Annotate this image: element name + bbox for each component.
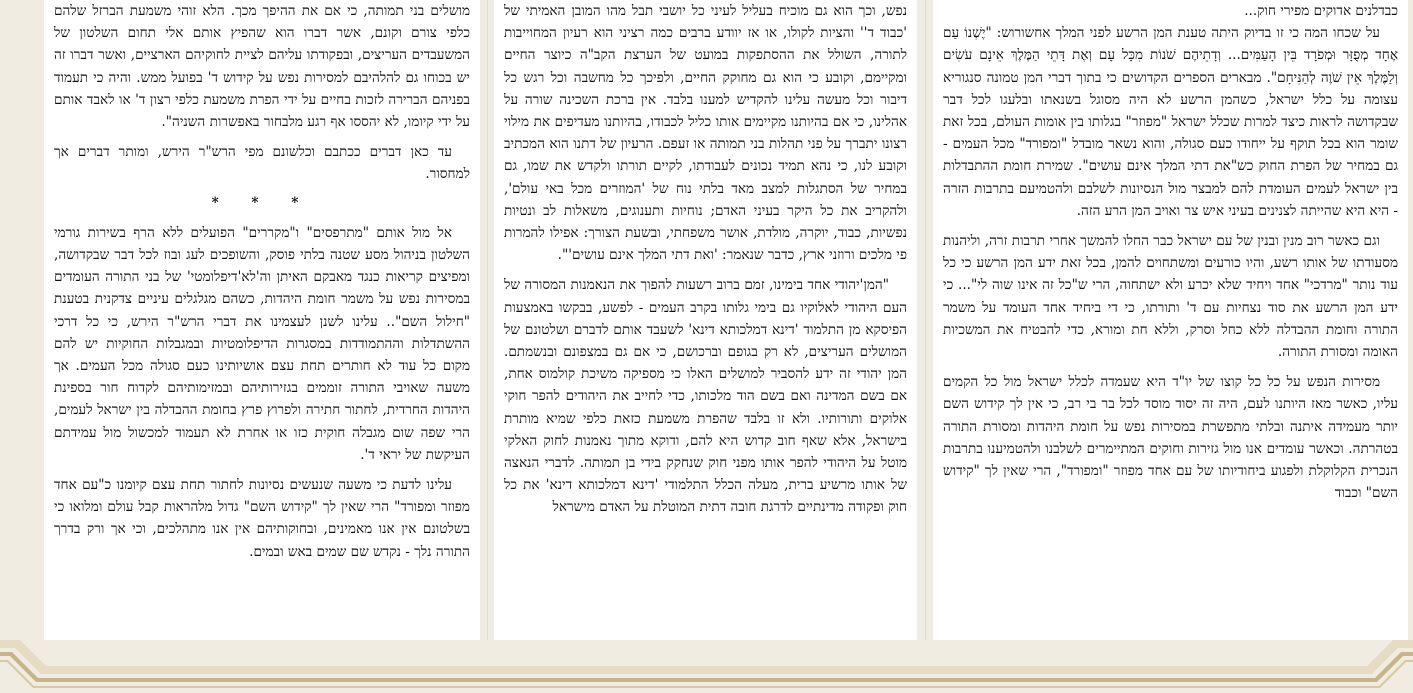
paragraph: "המן'יהודי אחד בימינו, זמם ברוב רשעות להפוך את הנאמנות המסורה של העם היהודי לאלוקיו גם בימי גלותו בקרב העמים - לפשע, בבקשו באמצעות הפיסקא מן התלמוד 'דינא דמלכותא דינא' לשעבד אותם לדברם ושלטונם של המושלים העריצים, לא רק בגופם וברכושם, כי אם גם במצפונם ובנשמתם. המן יהודי זה ידע להסביר למושלים האלו כי מספיקה משיכת קולמוס אחת, אם בשם המדינה ואם בשם הוד מלכותו, כדי לחייב את היהודים להפר חוקי אלוקים ותורותיו. ולא זו בלבד שהפרת משמעת כזאת כלפי שמיא מותרת בישראל, אלא שאף חוב קדוש היא להם, ודוקא מתוך נאמנות לחוק האלקי מוטל על היהודי להפר אותו מפני חוק שנחקק בידי בן תמותה. לדברי הנאצה של אותו מרשיע ברית, מעלה הכלל התלמודי 'דינא דמלכותא דינא' את כל חוק ופקודה מדינתיים לדרגת חובה דתית המוטלת על האדם מישראל <box>504 277 907 516</box>
paragraph: וגם כאשר רוב מנין ובנין של עם ישראל כבר החלו להמשך אחרי תרבות זרה, וליהנות מסעודתו של אותו רשע, והיו כורעים ומשתחוים להמן, בכל זאת ידע המן הרשע כי כל עוד נותר "מרדכי" אחד ויחיד שלא יכרע ולא ישתחוה, הרי ש"כל זה אינו שוה לי"... כי ידע המן הרשע את סוד נצחיות עם ד' ותורתו, כי די ביחיד אחד העומד על משמר התורה וחומת ההבדלה ללא כחל וסרק, וללא חת ומורא, כדי להבטיח את המשכיות האומה ומסורת התורה. <box>943 233 1398 361</box>
paragraph: על שכחו המה כי זו בדיוק היתה טענת המן הרשע לפני המלך אחשורוש: "יֶשְׁנוֹ עַם אֶחָד מְפֻזָּר וּמְפֹרָד בֵּין הָעַמִּים... וְדָתֵיהֶם שֹׁנוֹת מִכָּל עָם וְאֶת דָּתֵי הַמֶּלֶךְ אֵינָם עֹשִׂים וְלַמֶּלֶךְ אֵין שֹׁוֶה לְהַנִּיחָם". מבארים הספרים הקדושים כי בתוך דברי המן טמונה סנגוריא עצומה על כלל ישראל, כשהמן הרשע לא היה מסוגל בשנאתו ובלעגו לכל דבר שבקדושה לראות כיצד למרות שכלל ישראל "מפוזר" בגלותו בין אומות העולם, בכל זאת שומר הוא בכל תוקף על ייחודו כעם סגולה, והוא נשאר מובדל "ומפורד" מכל העמים - גם במחיר של הפרת החוק כש"את דתי המלך אינם עושים". שמירת חומת ההתבדלות בין ישראל לעמים העומדת להם למבצר מול הנסיונות לשלבם ולהטמיעם בתרבות הזרה - היא היא שהייתה לצנינים בעיני איש צר ואויב המן הרע הזה. <box>943 25 1398 219</box>
paragraph: עד כאן דברים ככתבם וכלשונם מפי הרש"ר הירש, ומותר דברים אך למחסור. <box>54 144 470 183</box>
section-separator: * * * <box>211 194 313 211</box>
article-column-right <box>933 0 1408 640</box>
paragraph: מושלים בני תמותה, כי אם את ההיפך מכך. הלא זוהי משמעת הברזל שלהם כלפי צורם וקונם, אשר דברו הוא שהפיץ אותם אלי תחום השלטון של המשעבדים העריצים, ובפקודתו עליהם לציית לחוקיהם הארציים, ואשר דברו זה יש בכוחו גם להלהיבם למסירות נפש על קידוש ד' בפועל ממש. והיה כי תעמוד בפניהם הברירה לזכות בחיים על ידי הפרת משמעת כלפי רצון ד' או לאבד אותם על ידי קיומו, לא יהססו אף רגע מלבחור באפשרות השניה". <box>54 3 470 131</box>
ornamental-frame <box>0 640 1413 693</box>
frame-band-outer <box>0 652 1413 682</box>
paragraph: נפש, וכך הוא גם מוכיח בעליל לעיני כל יושבי תבל מהו המובן האמיתי של 'כבוד ד'' והציות לקולו, או אז יוודע ברבים כמה רציני הוא רעיון המחוייבות לתורה, השולל את ההסתפקות במועט של הערצת הקב"ה כיוצר החיים ומקיימם, וקובע כי הוא גם מחוקק החיים, ולפיכך כל מחשבה וכל רגש כל דיבור וכל מעשה עלינו להקדיש למענו בלבד. אין ברכת השכינה שורה על אהלינו, כי אם בהיותנו מקיימים אותו כליל לכבודו, בהיותנו מעדיפים את מילוי רצונו יתברך על פני תהלות בני תמותה או זעפם. הרעיון של דתנו הוא המכתיב וקובע לנו, כי נהא תמיד נכונים לעבודתו, לקיים תורתו ולקדש את שמו, גם במחיר של הסתגלות למצב מאד בלתי נוח של 'המוזרים מכל באי עולם', ולהקריב את כל היקר בעיני האדם; נוחיות ותענוגים, משאלות לב ונטיות נפשיות, כבוד, יוקרה, מולדת, אושר משפחתי, ובשעת הצורך: אפילו להמרות פי מלכים ורוזני ארץ, כדבר שנאמר: 'ואת דתי המלך אינם עושים'". <box>504 3 907 264</box>
paragraph: מסירות הנפש על כל כל קוצו של יו"ד היא שעמדה לכלל ישראל מול כל הקמים עליו, כאשר מאז היותנו לעם, היה זה יסוד מוסד לכל בר בי רב, כי אין לך קידוש השם יותר מעמידה איתנה ובלתי מתפשרת במסירות נפש על חומת היהדות ומסורת התורה בטהרתה. וכאשר עומדים אנו מול גזירות וחוקים המתיימרים לשלבנו ולהטמיענו בתרבות הנכרית הקלוקלת ולפגוע ביחודיותו של עם אחד מפוזר "ומפורד", הרי שאין לך "קידוש השם" וכבוד <box>943 374 1398 502</box>
article-column-middle <box>494 0 917 640</box>
column-divider <box>487 0 488 640</box>
frame-band-inner <box>0 640 1413 674</box>
frame-band-thin <box>0 660 1413 688</box>
paragraph: עלינו לדעת כי משעה שנעשים נסיונות לחתור תחת עצם קיומנו כ"עם אחד מפוזר ומפורד" הרי שאין לך "קידוש השם" גדול מלהראות קבל עולם ומלואו כי בשלטונם אין אנו מאמינים, ובחוקותיהם אין אנו מתהלכים, וכי אך ורק בדרך התורה נלך - נקדש שם שמים באש ובמים. <box>54 477 470 560</box>
paragraph: כבדלנים אדוקים מפירי חוק... <box>1244 3 1398 19</box>
column-divider <box>925 0 926 640</box>
paragraph: אל מול אותם "מתרפסים" ו"מקררים" הפועלים ללא הרף בשירות גורמי השלטון בניהול מסע שטנה בלתי פוסק, והשופכים לעג ובוז לכל דבר שבקדושה, ומפיצים קריאות כנגד מאבקם האיתן וה'לא'דיפלומטי' של בני התורה העומדים במסירות נפש על משמר חומת היהדות, כשהם מגלגלים עיניים צדקנית בטענת "חילול השם".. עלינו לשנן לעצמינו את דברי הרש"ר הירש, כי כל דרכי ההשתדלות וההתמודדות במסגרות הדיפלומטיות ובמגבלות החוקיות יש להם מקום כל עוד לא חותרים תחת עצם אושיותינו כעם סגולה מכל העמים. אך משעה שאויבי התורה זוממים בגזירותיהם ובמזימותיהם לקדוח חור בספינת היהדות החרדית, לחתור חתירה ולפרוץ פרץ בחומת ההבדלה בין ישראל לעמים, הרי שפה שום מגבלה חוקית כזו או אחרת לא תעמוד למכשול מול עמידתם העיקשת של יראי ד'. <box>54 224 470 463</box>
article-column-left <box>44 0 480 640</box>
